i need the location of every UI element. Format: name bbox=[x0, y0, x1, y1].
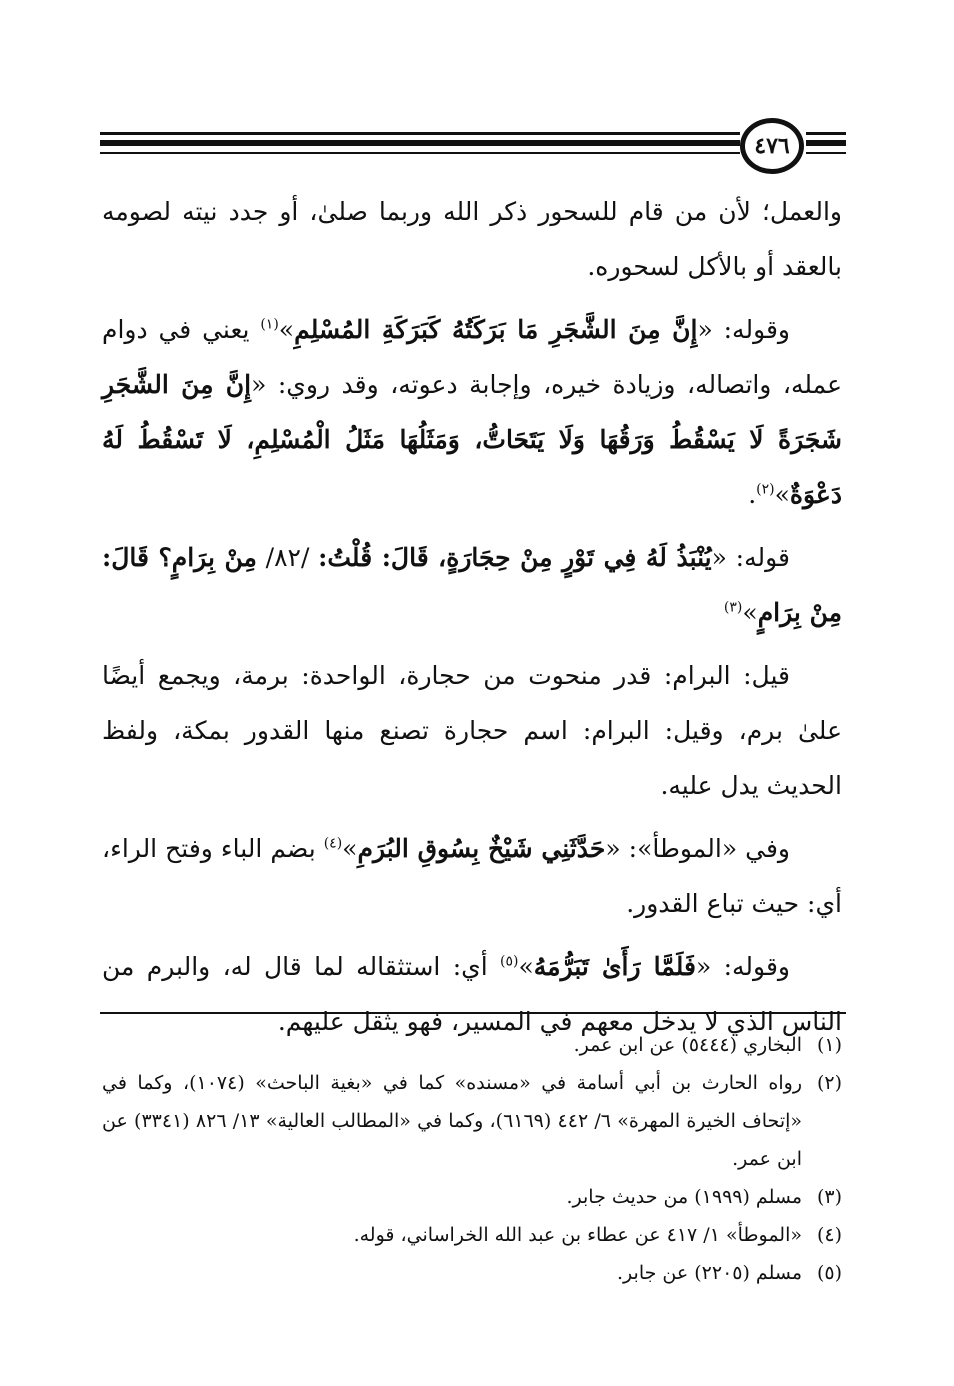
main-text bbox=[102, 184, 842, 1057]
manuscript-folio-marker: /٨٢/ bbox=[256, 543, 319, 572]
paragraph-4: قيل: البرام: قدر منحوت من حجارة، الواحدة: برمة، ويجمع أيضًا علىٰ برم، وقيل: البرام: اسم حجارة تصنع منها القدور بمكة، ولفظ الحديث يدل عليه. bbox=[102, 661, 842, 800]
text-run: » bbox=[518, 952, 534, 981]
hadith-quote: إِنَّ مِنَ الشَّجَرِ شَجَرَةً لَا يَسْقُطُ وَرَقُهَا وَلَا يَتَحَاتُّ، وَمَثَلُهَا مَثَلُ الْمُسْلِمِ، لَا تَسْقُطُ لَهُ دَعْوَةٌ bbox=[102, 370, 842, 509]
footnote-text: رواه الحارث بن أبي أسامة في «مسنده» كما في «بغية الباحث» (١٠٧٤)، وكما في «إتحاف الخيرة المهرة» ٦/ ٤٤٢ (٦١٦٩)، وكما في «المطالب العالية» ١٣/ ٨٢٦ (٣٣٤١) عن ابن عمر. bbox=[102, 1072, 803, 1170]
hadith-quote: حَدَّثَنِي شَيْخٌ بِسُوقِ البُرَمِ bbox=[357, 834, 606, 863]
text-run: قوله: « bbox=[711, 543, 790, 572]
footnote-text: «الموطأ» ١/ ٤١٧ عن عطاء بن عبد الله الخراساني، قوله. bbox=[353, 1224, 802, 1246]
footnote-number: (٢) bbox=[816, 1072, 842, 1094]
footnote-separator bbox=[100, 1012, 846, 1014]
page-number: ٤٧٦ bbox=[740, 118, 804, 174]
header-rule-right-3 bbox=[806, 152, 846, 154]
footnote-number: (١) bbox=[816, 1034, 842, 1056]
paragraph-3 bbox=[102, 530, 842, 640]
footnote-1 bbox=[102, 1026, 842, 1064]
footnote-number: (٣) bbox=[816, 1186, 842, 1208]
header-rule-right-2 bbox=[806, 140, 846, 146]
hadith-quote: فَلَمَّا رَأَىٰ تَبَرُّمَهُ bbox=[533, 952, 696, 981]
footnote-number: (٥) bbox=[816, 1262, 842, 1284]
paragraph-2 bbox=[102, 302, 842, 522]
text-run: أي: استثقاله لما قال له، والبرم من الناس الذي لا يدخل معهم في المسير، فهو يثقل عليهم. bbox=[102, 952, 842, 1036]
text-run: وقوله: « bbox=[697, 315, 791, 344]
paragraph-1: والعمل؛ لأن من قام للسحور ذكر الله وربما صلىٰ، أو جدد نيته لصومه بالعقد أو بالأكل لسحوره. bbox=[102, 197, 842, 281]
text-run: » bbox=[278, 315, 295, 344]
text-run: » bbox=[342, 834, 358, 863]
text-run: وقوله: « bbox=[695, 952, 790, 981]
footnote-ref-4: (٤) bbox=[323, 835, 343, 852]
header-rule-left-2 bbox=[100, 140, 740, 146]
text-run: بضم الباء وفتح الراء، أي: حيث تباع القدور. bbox=[102, 834, 842, 918]
footnotes bbox=[102, 1026, 842, 1292]
footnote-2 bbox=[102, 1064, 842, 1178]
footnote-ref-1: (١) bbox=[260, 316, 279, 333]
footnote-5 bbox=[102, 1254, 842, 1292]
footnote-text: مسلم (٢٢٠٥) عن جابر. bbox=[617, 1262, 802, 1284]
footnote-ref-5: (٥) bbox=[500, 953, 519, 970]
header-rule-left-3 bbox=[100, 152, 740, 154]
footnote-4 bbox=[102, 1216, 842, 1254]
footnote-ref-3: (٣) bbox=[723, 599, 743, 616]
footnote-3 bbox=[102, 1178, 842, 1216]
footnote-text: البخاري (٥٤٤٤) عن ابن عمر. bbox=[573, 1034, 802, 1056]
hadith-quote: إِنَّ مِنَ الشَّجَرِ مَا بَرَكَتُهُ كَبَرَكَةِ المُسْلِمِ bbox=[294, 315, 698, 344]
text-run: » bbox=[774, 480, 790, 509]
text-run: وفي «الموطأ»: « bbox=[605, 834, 791, 863]
header-rule-right-1 bbox=[806, 132, 846, 135]
hadith-quote: مِنْ بِرَامٍ؟ قَالَ: مِنْ بِرَامٍ bbox=[102, 543, 842, 627]
footnote-number: (٤) bbox=[816, 1224, 842, 1246]
text-run: » bbox=[742, 598, 758, 627]
hadith-quote: يُنْبَذُ لَهُ فِي تَوْرٍ مِنْ حِجَارَةٍ، قَالَ: قُلْتُ: bbox=[318, 543, 712, 572]
footnote-text: مسلم (١٩٩٩) من حديث جابر. bbox=[566, 1186, 802, 1208]
paragraph-5 bbox=[102, 821, 842, 931]
footnote-ref-2: (٢) bbox=[756, 481, 775, 498]
text-run: يعني في دوام عمله، واتصاله، وزيادة خيره، وإجابة دعوته، وقد روي: « bbox=[102, 315, 843, 399]
header-rule-left-1 bbox=[100, 132, 740, 135]
text-run: . bbox=[748, 480, 757, 509]
